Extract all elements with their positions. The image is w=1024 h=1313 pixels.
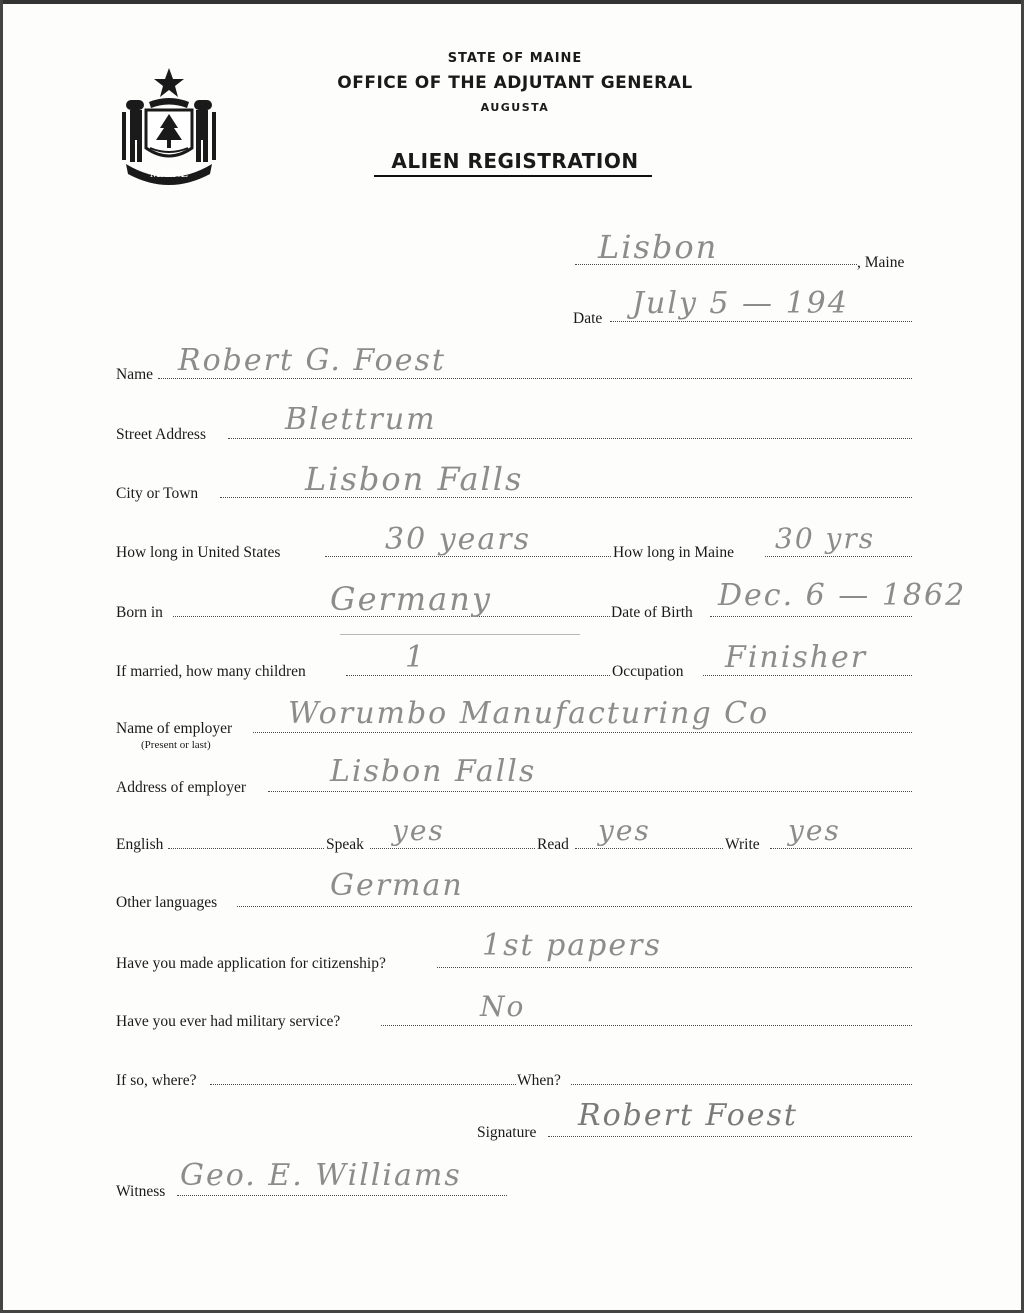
employer-address-label: Address of employer <box>116 779 246 796</box>
military-label: Have you ever had military service? <box>116 1013 341 1030</box>
name-dotted-line <box>158 378 912 379</box>
occupation-dotted-line <box>703 675 912 676</box>
when-label: When? <box>517 1072 561 1089</box>
other-languages-dotted-line <box>237 906 912 907</box>
svg-text:MAINE: MAINE <box>150 168 188 180</box>
employer-address-dotted-line <box>268 791 912 792</box>
signature-value[interactable]: Robert Foest <box>578 1098 798 1133</box>
signature-dotted-line <box>548 1136 912 1137</box>
employer-dotted-line <box>253 732 912 733</box>
years-us-value[interactable]: 30 years <box>385 522 532 557</box>
write-dotted-line <box>770 848 912 849</box>
years-maine-dotted-line <box>765 556 912 557</box>
header-office: OFFICE OF THE ADJUTANT GENERAL <box>337 73 693 93</box>
children-dotted-line <box>346 675 610 676</box>
signature-label: Signature <box>477 1124 537 1141</box>
employer-address-value[interactable]: Lisbon Falls <box>330 754 537 789</box>
english-dotted-line <box>168 848 324 849</box>
write-value[interactable]: yes <box>788 814 841 847</box>
english-label: English <box>116 836 164 853</box>
name-label: Name <box>116 366 154 383</box>
date-label: Date <box>573 310 603 327</box>
name-value[interactable]: Robert G. Foest <box>178 343 446 378</box>
employer-value[interactable]: Worumbo Manufacturing Co <box>288 696 770 731</box>
date-dotted-line <box>610 321 912 322</box>
date-value[interactable]: July 5 — 194 <box>632 286 849 321</box>
witness-label: Witness <box>116 1183 166 1200</box>
children-value[interactable]: 1 <box>405 640 427 675</box>
citizenship-dotted-line <box>437 967 912 968</box>
children-label: If married, how many children <box>116 663 306 680</box>
street-address-value[interactable]: Blettrum <box>285 402 437 437</box>
speak-label: Speak <box>326 836 364 853</box>
born-in-value[interactable]: Germany <box>330 580 492 618</box>
military-value[interactable]: No <box>480 990 526 1023</box>
dob-label: Date of Birth <box>611 604 693 621</box>
witness-dotted-line <box>177 1195 507 1196</box>
scan-border-top <box>0 0 1024 4</box>
town-suffix-label: , Maine <box>857 254 905 271</box>
occupation-value[interactable]: Finisher <box>725 640 868 675</box>
military-dotted-line <box>381 1025 912 1026</box>
city-label: City or Town <box>116 485 199 502</box>
dob-value[interactable]: Dec. 6 — 1862 <box>718 578 967 613</box>
other-languages-value[interactable]: German <box>330 868 464 903</box>
form-title: ALIEN REGISTRATION <box>391 149 639 173</box>
pencil-stroke <box>340 634 580 635</box>
maine-state-seal-icon <box>116 64 222 188</box>
street-address-label: Street Address <box>116 426 206 443</box>
where-label: If so, where? <box>116 1072 197 1089</box>
employer-sublabel: (Present or last) <box>141 739 211 751</box>
town-value[interactable]: Lisbon <box>598 228 719 266</box>
read-label: Read <box>537 836 569 853</box>
born-in-label: Born in <box>116 604 163 621</box>
where-dotted-line <box>210 1084 516 1085</box>
occupation-label: Occupation <box>612 663 684 680</box>
speak-dotted-line <box>370 848 535 849</box>
read-value[interactable]: yes <box>598 814 651 847</box>
citizenship-value[interactable]: 1st papers <box>482 928 662 963</box>
header-state: STATE OF MAINE <box>447 51 583 66</box>
street-address-dotted-line <box>228 438 912 439</box>
years-us-label: How long in United States <box>116 544 281 561</box>
dob-dotted-line <box>710 616 912 617</box>
years-maine-value[interactable]: 30 yrs <box>775 522 876 555</box>
employer-label: Name of employer <box>116 720 233 737</box>
citizenship-label: Have you made application for citizenship? <box>116 955 386 972</box>
speak-value[interactable]: yes <box>392 814 445 847</box>
other-languages-label: Other languages <box>116 894 218 911</box>
scan-border-left <box>0 0 3 1313</box>
read-dotted-line <box>575 848 723 849</box>
city-value[interactable]: Lisbon Falls <box>305 460 524 498</box>
years-maine-label: How long in Maine <box>613 544 734 561</box>
when-dotted-line <box>571 1084 912 1085</box>
write-label: Write <box>725 836 760 853</box>
title-underline <box>374 175 652 177</box>
witness-value[interactable]: Geo. E. Williams <box>180 1158 462 1193</box>
header-city: AUGUSTA <box>480 101 550 114</box>
